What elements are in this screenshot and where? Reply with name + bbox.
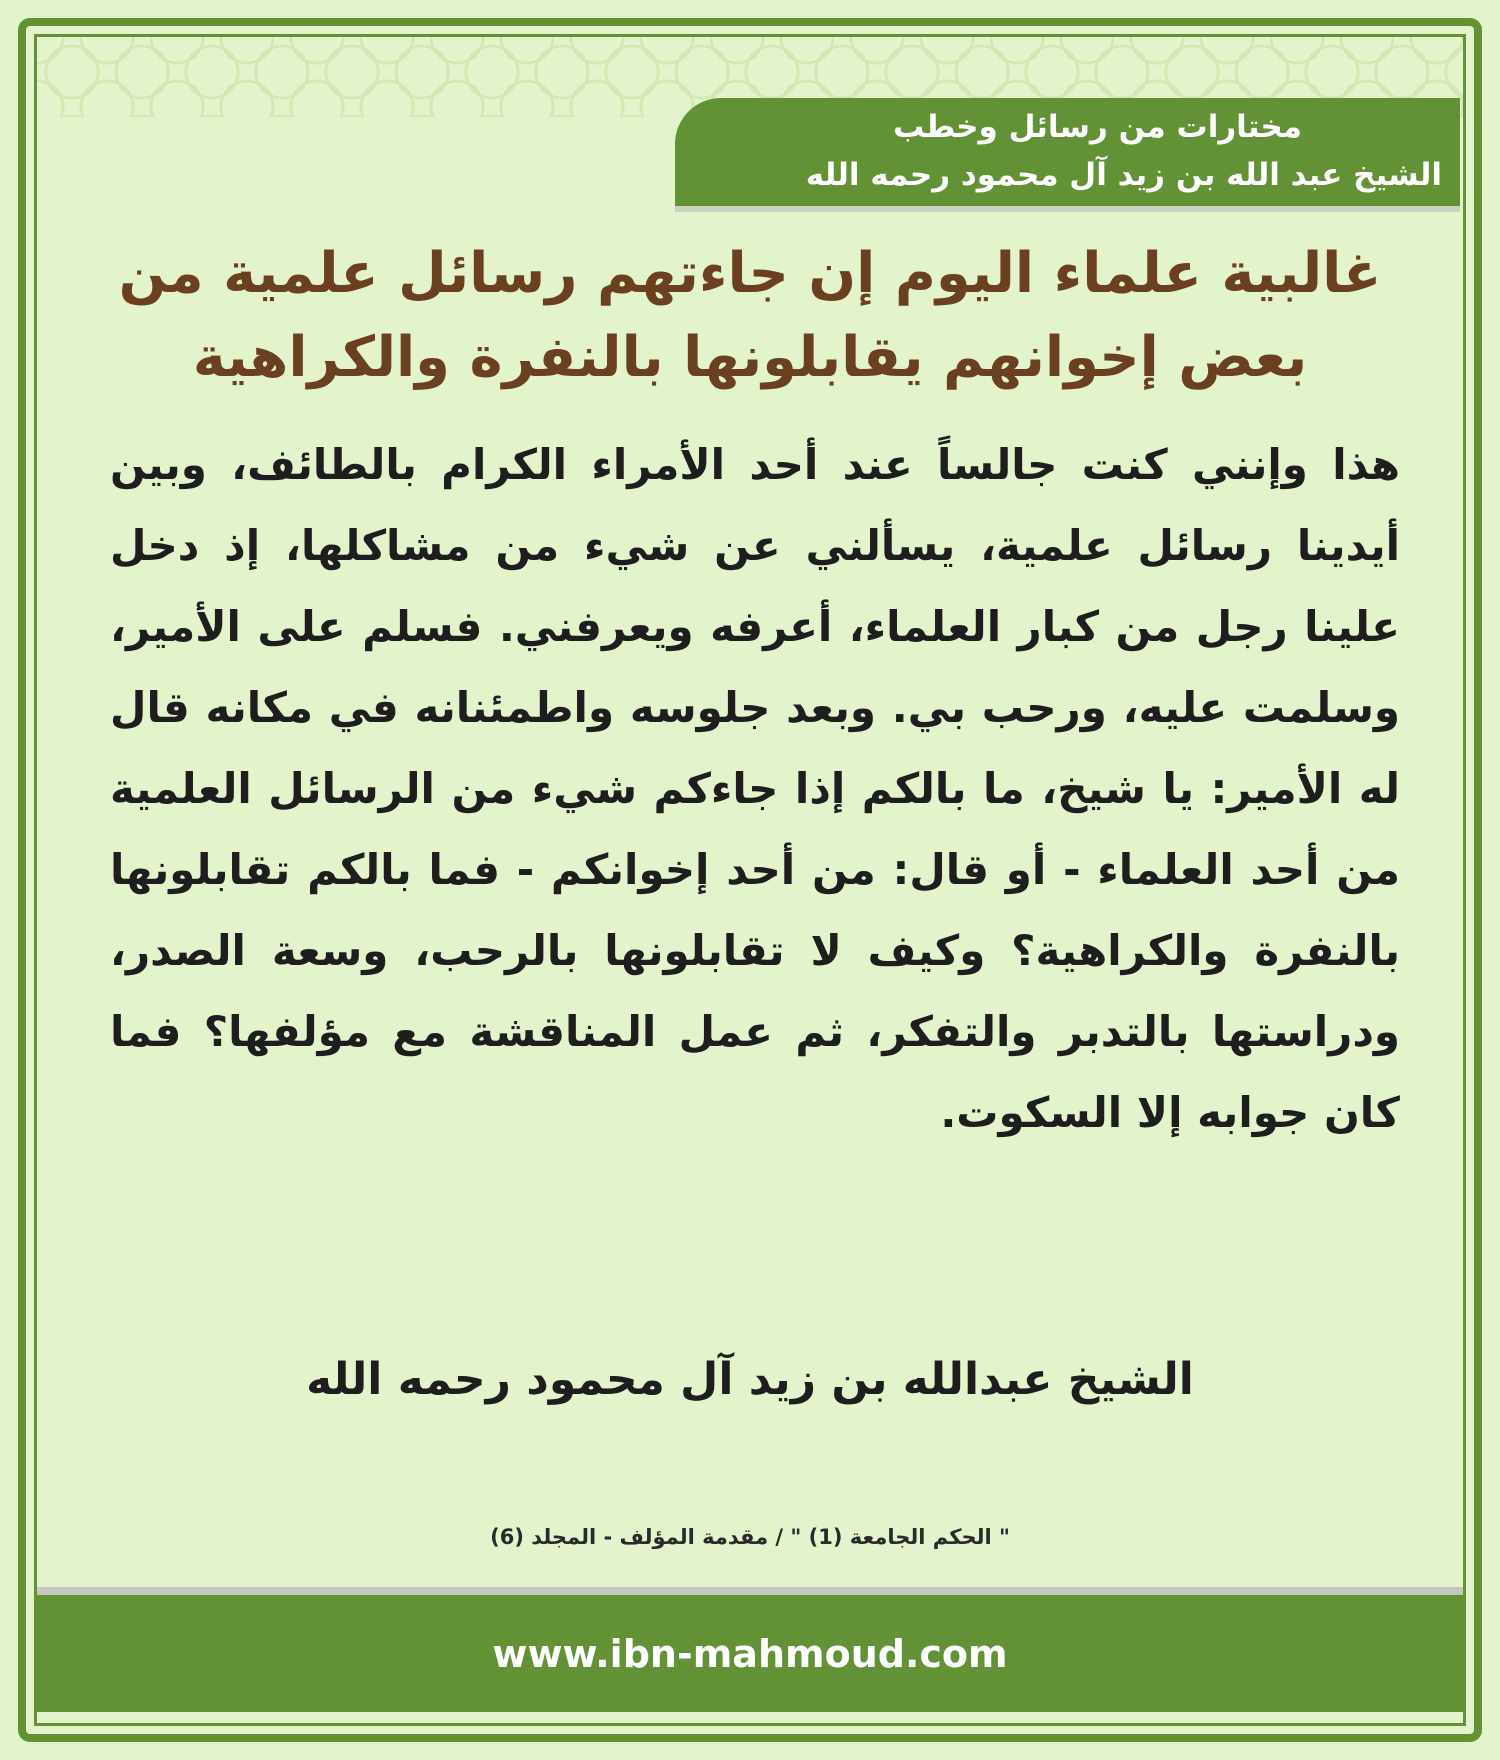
article-title: غالبية علماء اليوم إن جاءتهم رسائل علمية من بعض إخوانهم يقابلونها بالنفرة والكراهية (118, 241, 1382, 390)
author-name-header: الشيخ عبد الله بن زيد آل محمود رحمه الله (805, 157, 1442, 193)
series-title: مختارات من رسائل وخطب (893, 109, 1302, 145)
website-link[interactable]: www.ibn-mahmoud.com (492, 1631, 1008, 1676)
article-body: هذا وإنني كنت جالساً عند أحد الأمراء الكرام بالطائف، وبين أيدينا رسائل علمية، يسألني عن شيء من مشاكلها، إذ دخل علينا رجل من كبار العلماء، أعرفه ويعرفني. فسلم على الأمير، وسلمت عليه، ورحب بي. وبعد جلوسه واطمئنانه في مكانه قال له الأمير: يا شيخ، ما بالكم إذا جاءكم شيء من الرسائل العلمية من أحد العلماء - أو قال: من أحد إخوانكم - فما بالكم تقابلونها بالنفرة والكراهية؟ وكيف لا تقابلونها بالرحب، وسعة الصدر، ودراستها بالتدبر والتفكر، ثم عمل المناقشة مع مؤلفها؟ فما كان جوابه إلا السكوت. (110, 440, 1400, 1137)
footer-band (37, 1595, 1463, 1712)
header-band (675, 98, 1460, 206)
footer-divider (37, 1587, 1463, 1595)
author-signature: الشيخ عبدالله بن زيد آل محمود رحمه الله (306, 1354, 1194, 1405)
source-reference: " الحكم الجامعة (1) " / مقدمة المؤلف - المجلد (6) (490, 1525, 1010, 1549)
